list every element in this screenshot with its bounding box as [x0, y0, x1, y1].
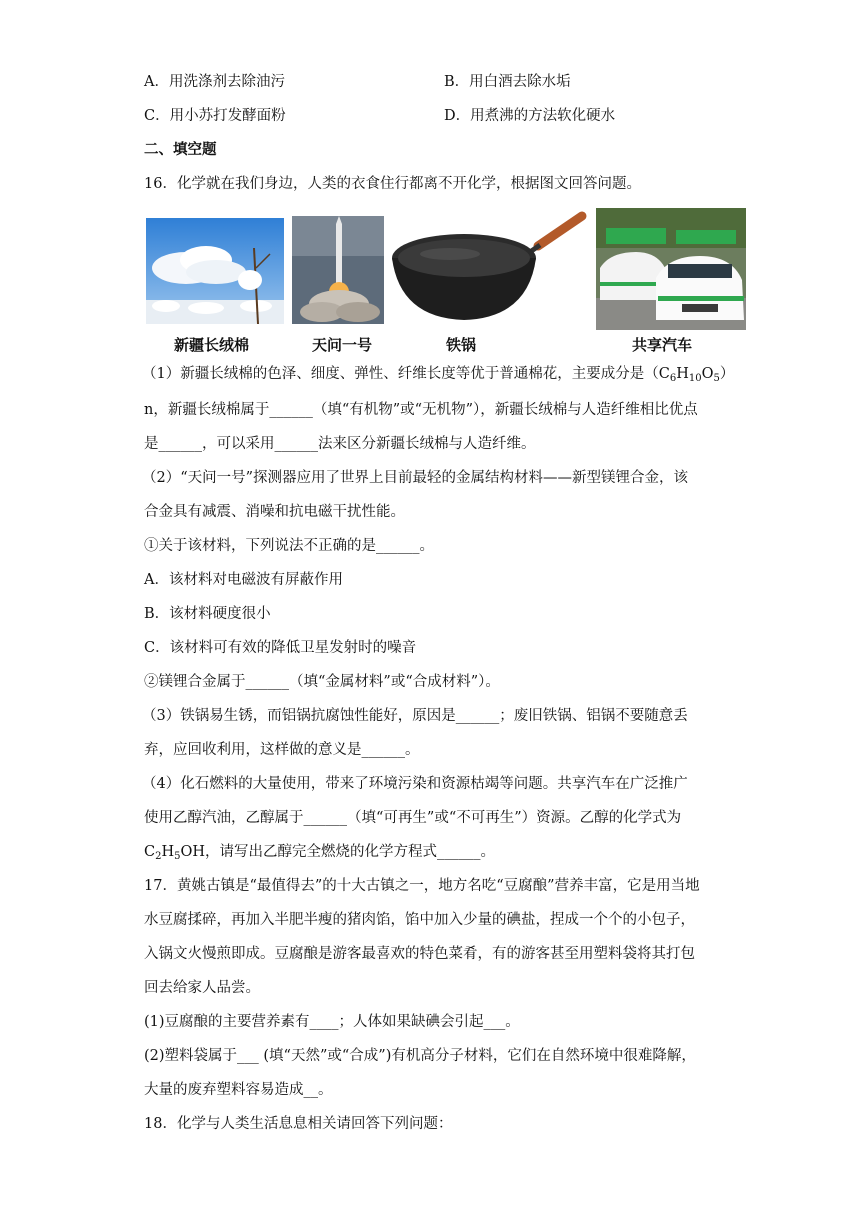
q16-p4-line3: $C_2H_5OH$，请写出乙醇完全燃烧的化学方程式______。 — [144, 844, 496, 862]
section-title: 二、填空题 — [144, 141, 217, 158]
q17-line1: 17．黄姚古镇是“最值得去”的十大古镇之一，地方名吃“豆腐酿”营养丰富，它是用当地 — [144, 878, 700, 894]
q16-p2-question1: ①关于该材料，下列说法不正确的是______。 — [144, 538, 434, 554]
q16-p2-option-a: A．该材料对电磁波有屏蔽作用 — [144, 572, 343, 588]
option-b: B．用白酒去除水垢 — [444, 74, 571, 90]
q17-part2-line2: 大量的废弃塑料容易造成__。 — [144, 1082, 333, 1098]
wok-photo — [390, 208, 592, 330]
cotton-photo — [146, 208, 284, 330]
q16-p4-line2: 使用乙醇汽油，乙醇属于______（填“可再生”或“不可再生”）资源。乙醇的化学式为 — [144, 810, 682, 826]
caption-wok: 铁锅 — [446, 336, 477, 354]
rocket-photo — [292, 208, 384, 330]
q16-p3-line2: 弃，应回收利用，这样做的意义是______。 — [144, 742, 420, 758]
q16-p2-option-b: B．该材料硬度很小 — [144, 606, 271, 622]
q16-p2-line1: （2）“天问一号”探测器应用了世界上目前最轻的金属结构材料——新型镁锂合金，该 — [142, 470, 689, 486]
q16-p1-line2: n，新疆长绒棉属于______（填“有机物”或“无机物”），新疆长绒棉与人造纤维相比优点 — [144, 402, 698, 418]
q16-p2-option-c: C．该材料可有效的降低卫星发射时的噪音 — [144, 640, 417, 656]
q18-stem: 18．化学与人类生活息息相关请回答下列问题： — [144, 1116, 453, 1132]
q16-p3-line1: （3）铁锅易生锈，而铝锅抗腐蚀性能好，原因是______；废旧铁锅、铝锅不要随意丢 — [142, 708, 688, 724]
q17-line3: 入锅文火慢煎即成。豆腐酿是游客最喜欢的特色菜肴，有的游客甚至用塑料袋将其打包 — [144, 946, 695, 962]
q16-p1-line1: （1）新疆长绒棉的色泽、细度、弹性、纤维长度等优于普通棉花，主要成分是$(C_6H_{10}O_5)$ — [142, 366, 735, 384]
q16-p2-question2: ②镁锂合金属于______（填“金属材料”或“合成材料”）。 — [144, 674, 500, 690]
caption-car: 共享汽车 — [632, 336, 693, 354]
option-a: A．用洗涤剂去除油污 — [144, 74, 285, 90]
q16-p4-line1: （4）化石燃料的大量使用，带来了环境污染和资源枯竭等问题。共享汽车在广泛推广 — [142, 776, 688, 792]
option-d: D．用煮沸的方法软化硬水 — [444, 108, 616, 124]
caption-cotton: 新疆长绒棉 — [174, 336, 250, 354]
q16-stem: 16．化学就在我们身边，人类的衣食住行都离不开化学，根据图文回答问题。 — [144, 176, 641, 192]
caption-rocket: 天问一号 — [312, 336, 373, 354]
q17-line2: 水豆腐揉碎，再加入半肥半瘦的猪肉馅，馅中加入少量的碘盐，捏成一个个的小包子， — [144, 912, 695, 928]
q17-part1: (1)豆腐酿的主要营养素有____；人体如果缺碘会引起___。 — [144, 1014, 520, 1030]
option-c: C．用小苏打发酵面粉 — [144, 108, 286, 124]
q16-p1-line3: 是______，可以采用______法来区分新疆长绒棉与人造纤维。 — [144, 436, 536, 452]
q17-line4: 回去给家人品尝。 — [144, 980, 260, 996]
q16-p2-line2: 合金具有减震、消噪和抗电磁干扰性能。 — [144, 504, 405, 520]
q17-part2-line1: (2)塑料袋属于___ (填“天然”或“合成”)有机高分子材料，它们在自然环境中很难降解， — [144, 1048, 696, 1064]
shared-car-photo — [596, 208, 746, 330]
